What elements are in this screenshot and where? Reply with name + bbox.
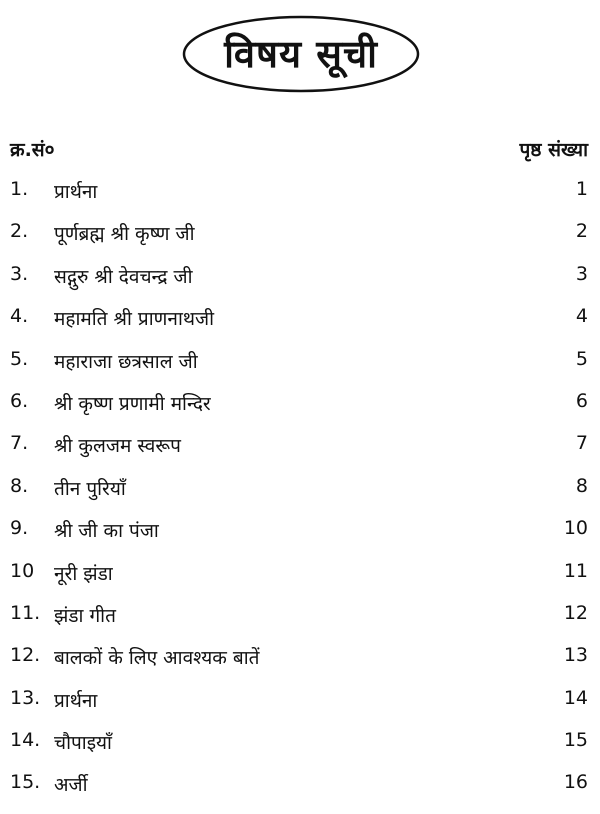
toc-row: [10, 178, 588, 220]
entry-number: 12.: [10, 644, 41, 667]
entry-title: सद्गुरु श्री देवचन्द्र जी: [54, 265, 193, 288]
toc-row: [10, 517, 588, 559]
entry-page: 11: [563, 559, 588, 582]
entry-title: बालकों के लिए आवश्यक बातें: [54, 647, 260, 670]
toc-row: [10, 432, 588, 474]
page-title: विषय सूची: [224, 32, 378, 76]
entry-title: झंडा गीत: [54, 604, 116, 627]
toc-row: [10, 263, 588, 305]
entry-page: 1: [575, 178, 588, 200]
entry-number: 15.: [10, 771, 41, 794]
entry-page: 14: [563, 686, 588, 709]
toc-row: [10, 644, 588, 686]
toc-row: [10, 729, 588, 771]
entry-page: 5: [575, 347, 588, 370]
column-headers: [10, 136, 588, 162]
entry-number: 7.: [10, 432, 29, 455]
entry-title: श्री जी का पंजा: [54, 520, 159, 543]
entry-number: 1.: [10, 178, 29, 200]
entry-number: 13.: [10, 686, 41, 709]
entry-page: 2: [575, 220, 588, 243]
toc-row: [10, 305, 588, 347]
entry-title: प्रार्थना: [54, 181, 98, 203]
toc-row: [10, 390, 588, 432]
entry-page: 16: [563, 771, 588, 794]
toc-row: [10, 602, 588, 644]
entry-title: प्रार्थना: [54, 689, 98, 712]
title-oval: [181, 14, 421, 94]
serial-number-header: क्र.सं०: [10, 139, 55, 161]
entry-title: चौपाइयाँ: [54, 732, 112, 755]
toc-row: [10, 687, 588, 729]
entry-number: 2.: [10, 220, 29, 243]
toc-row: [10, 220, 588, 262]
page-number-header: पृष्ठ संख्या: [519, 139, 588, 161]
entry-number: 9.: [10, 517, 29, 540]
entry-page: 8: [575, 474, 588, 497]
entry-title: महामति श्री प्राणनाथजी: [54, 308, 215, 331]
entry-page: 6: [575, 389, 588, 412]
entry-title: पूर्णब्रह्म श्री कृष्ण जी: [54, 223, 195, 246]
entry-number: 4.: [10, 305, 29, 328]
entry-page: 4: [575, 305, 588, 328]
entry-page: 3: [575, 262, 588, 285]
toc-list: [10, 178, 588, 814]
entry-title: अर्जी: [54, 774, 88, 797]
entry-page: 10: [563, 517, 588, 540]
toc-row: [10, 475, 588, 517]
entry-number: 5.: [10, 347, 29, 370]
entry-title: श्री कुलजम स्वरूप: [54, 435, 181, 458]
entry-number: 3.: [10, 262, 29, 285]
entry-page: 12: [563, 601, 588, 624]
toc-row: [10, 560, 588, 602]
entry-number: 14.: [10, 729, 41, 752]
toc-row: [10, 771, 588, 813]
entry-page: 13: [563, 644, 588, 667]
entry-number: 11.: [10, 601, 41, 624]
entry-title: श्री कृष्ण प्रणामी मन्दिर: [54, 392, 211, 415]
entry-number: 10: [10, 559, 35, 582]
entry-title: तीन पुरियाँ: [54, 477, 126, 500]
entry-number: 8.: [10, 474, 29, 497]
entry-number: 6.: [10, 389, 29, 412]
entry-page: 15: [563, 729, 588, 752]
entry-page: 7: [575, 432, 588, 455]
toc-row: [10, 348, 588, 390]
entry-title: महाराजा छत्रसाल जी: [54, 350, 198, 373]
entry-title: नूरी झंडा: [54, 562, 113, 585]
